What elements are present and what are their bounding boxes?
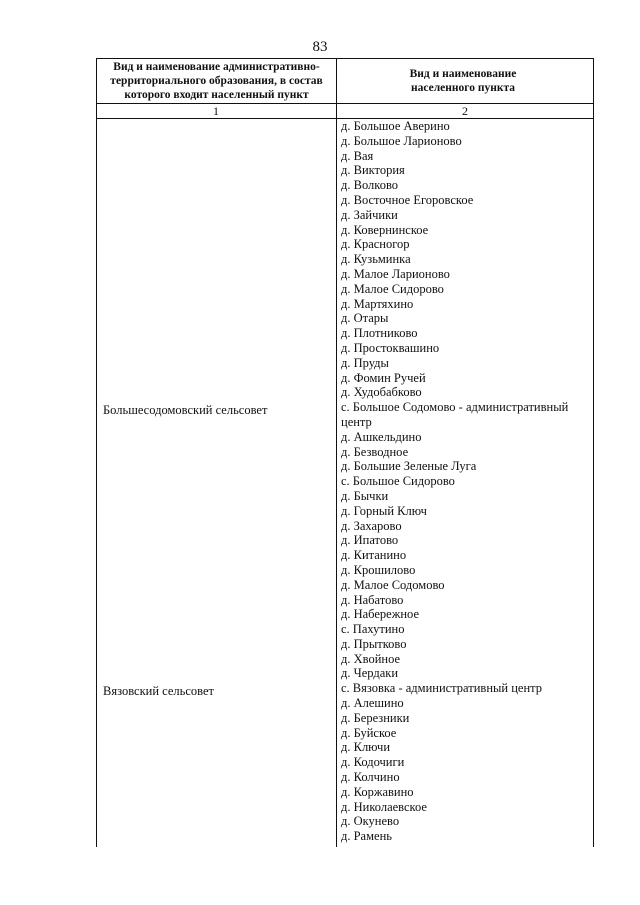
region-bolshesodomovsky: Большесодомовский сельсовет	[103, 403, 268, 417]
settlement-item: д. Чердаки	[341, 666, 399, 681]
settlement-item: д. Плотниково	[341, 326, 418, 341]
settlement-item: д. Окунево	[341, 814, 400, 829]
settlement-item: д. Ковернинское	[341, 222, 429, 237]
settlement-item: д. Вая	[341, 148, 374, 163]
settlement-item: д. Красногор	[341, 237, 410, 252]
settlement-item: с. Большое Содомово - административный	[341, 400, 569, 415]
settlement-item: д. Буйское	[341, 725, 397, 740]
settlement-item: д. Николаевское	[341, 799, 427, 814]
settlement-item: д. Ашкельдино	[341, 429, 422, 444]
settlement-item: д. Ключи	[341, 740, 391, 755]
settlement-item: д. Набережное	[341, 607, 420, 622]
settlement-item: д. Коржавино	[341, 784, 414, 799]
settlement-item: д. Большие Зеленые Луга	[341, 459, 477, 474]
settlement-item: д. Колчино	[341, 770, 400, 785]
settlement-item: д. Бычки	[341, 488, 389, 503]
settlement-item: д. Горный Ключ	[341, 503, 427, 518]
settlement-item: д. Захарово	[341, 518, 402, 533]
settlement-item: д. Китанино	[341, 548, 407, 563]
settlement-item: д. Отары	[341, 311, 389, 326]
settlement-item: д. Виктория	[341, 163, 405, 178]
col1-number: 1	[213, 104, 219, 118]
settlement-item: д. Мартяхино	[341, 296, 414, 311]
settlement-item: д. Крошилово	[341, 562, 416, 577]
col2-number: 2	[462, 104, 468, 118]
settlement-item: д. Кодочиги	[341, 755, 405, 770]
table-left-border	[96, 58, 97, 847]
settlement-item: д. Набатово	[341, 592, 404, 607]
settlement-item: с. Пахутино	[341, 622, 405, 637]
settlement-item: д. Кузьминка	[341, 252, 411, 267]
settlement-item: д. Волково	[341, 178, 399, 193]
settlement-item: д. Большое Ларионово	[341, 133, 462, 148]
header-col2: Вид и наименование населенного пункта	[409, 68, 517, 94]
header-col1: Вид и наименование административно-территориального образования, в состав которого входит населенный пункт	[110, 61, 323, 101]
settlement-item: д. Прытково	[341, 636, 407, 651]
table-right-border	[593, 58, 594, 847]
settlement-item: центр	[341, 414, 372, 429]
settlement-item: д. Худобабково	[341, 385, 422, 400]
table-top-border	[96, 58, 594, 59]
settlement-item: д. Малое Ларионово	[341, 266, 450, 281]
settlement-item: д. Березники	[341, 710, 410, 725]
settlement-item: д. Простоквашино	[341, 340, 440, 355]
settlement-item: д. Фомин Ручей	[341, 370, 426, 385]
settlement-item: д. Хвойное	[341, 651, 401, 666]
settlement-item: д. Малое Содомово	[341, 577, 445, 592]
settlement-item: д. Зайчики	[341, 207, 398, 222]
settlement-item: д. Рамень	[341, 829, 392, 844]
settlement-item: д. Алешино	[341, 696, 404, 711]
table-column-divider	[336, 58, 337, 847]
settlement-list	[341, 119, 591, 844]
page-number: 83	[312, 39, 328, 55]
settlement-item: с. Вязовка - административный центр	[341, 681, 543, 696]
settlement-item: д. Ипатово	[341, 533, 399, 548]
settlement-item: д. Восточное Егоровское	[341, 192, 474, 207]
settlement-item: д. Пруды	[341, 355, 389, 370]
settlement-item: с. Большое Сидорово	[341, 474, 455, 489]
settlement-item: д. Большое Аверино	[341, 119, 450, 133]
settlement-item: д. Безводное	[341, 444, 409, 459]
settlement-item: д. Малое Сидорово	[341, 281, 444, 296]
region-vyazovsky: Вязовский сельсовет	[103, 684, 214, 698]
